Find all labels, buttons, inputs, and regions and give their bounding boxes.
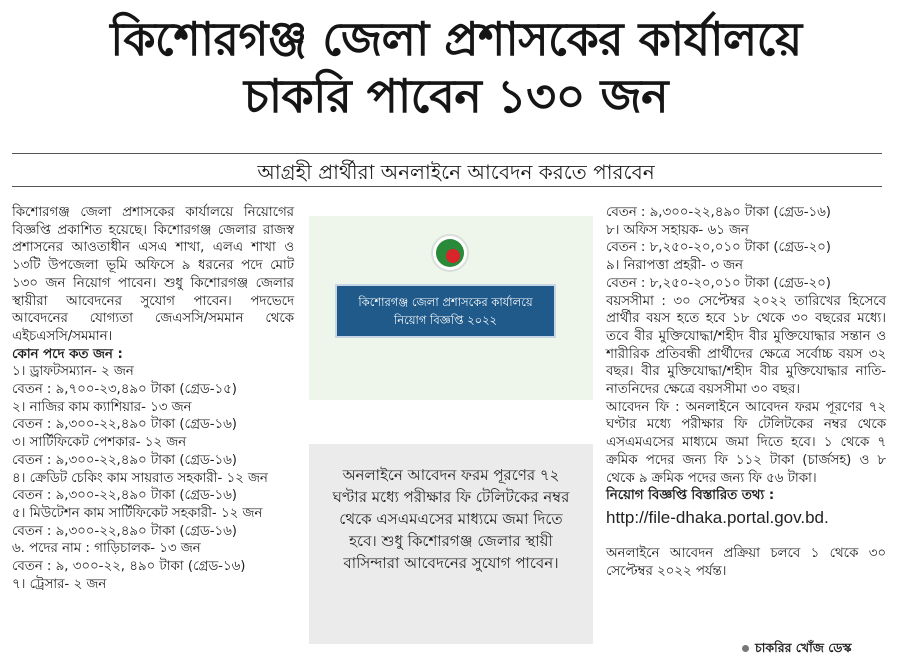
post-line: ২। নাজির কাম ক্যাশিয়ার- ১৩ জন: [12, 399, 192, 415]
salary-line: বেতন : ৮,২৫০-২০,০১০ টাকা (গ্রেড-২০): [606, 240, 831, 256]
notice-image: [309, 216, 593, 400]
right-column: [606, 204, 886, 580]
headline-line-2: চাকরি পাবেন ১৩০ জন: [243, 69, 669, 123]
post-line: ৪। ক্রেডিট চেকিং কাম সায়রাত সহকারী- ১২ জন: [12, 470, 268, 486]
banner-line-1: কিশোরগঞ্জ জেলা প্রশাসকের কার্যালয়ে: [358, 295, 533, 309]
post-line: ৩। সার্টিফিকেট পেশকার- ১২ জন: [12, 435, 187, 451]
salary-line: বেতন : ৯,৩০০-২২,৪৯০ টাকা (গ্রেড-১৬): [12, 417, 237, 433]
post-line: ৯। নিরাপত্তা প্রহরী- ৩ জন: [606, 258, 743, 274]
post-line: ৭। ট্রেসার- ২ জন: [12, 576, 107, 592]
callout-box: [309, 444, 593, 644]
salary-line: বেতন : ৯,৩০০-২২,৪৯০ টাকা (গ্রেড-১৬): [12, 452, 237, 468]
details-label: নিয়োগ বিজ্ঞপ্তি বিস্তারিত তথ্য :: [606, 488, 775, 504]
age-limit: বয়সসীমা : ৩০ সেপ্টেম্বর ২০২২ তারিখের হিসেবে প্রার্থীর বয়স হতে হবে ১৮ থেকে ৩০ বছরের মধ্যে। তবে বীর মুক্তিযোদ্ধা/শহীদ বীর মুক্তিযোদ্ধার সন্তান ও শারীরিক প্রতিবন্ধী প্রার্থীদের ক্ষেত্রে সর্বোচ্চ বয়স ৩২ বছর। বীর মুক্তিযোদ্ধা/শহীদ বীর মুক্তিযোদ্ধার নাতি-নাতনিদের ক্ষেত্রে বয়সসীমা ৩০ বছর।: [606, 293, 886, 398]
post-line: ৫। মিউটেশন কাম সার্টিফিকেট সহকারী- ১২ জন: [12, 505, 263, 521]
divider-bottom: [12, 186, 882, 187]
process-note: অনলাইনে আবেদন প্রক্রিয়া চলবে ১ থেকে ৩০ সেপ্টেম্বর ২০২২ পর্যন্ত।: [606, 545, 886, 579]
intro-paragraph: কিশোরগঞ্জ জেলা প্রশাসকের কার্যালয়ে নিয়োগের বিজ্ঞপ্তি প্রকাশিত হয়েছে। কিশোরগঞ্জ জেলার রাজস্ব প্রশাসনের আওতাধীন এসএ শাখা, এলএ শাখা ও ১৩টি উপজেলা ভূমি অফিসে ৯ ধরনের পদে মোট ১৩০ জন নিয়োগ পাবেন। শুধু কিশোরগঞ্জ জেলার স্থায়ীরা আবেদনের সুযোগ পাবেন। পদভেদে আবেদনের যোগ্যতা জেএসসি/সমমান থেকে এইচএসসি/সমমান।: [12, 205, 294, 344]
subheadline: আগ্রহী প্রার্থীরা অনলাইনে আবেদন করতে পারবেন: [257, 160, 655, 184]
salary-line: বেতন : ৯,৭০০-২৩,৪৯০ টাকা (গ্রেড-১৫): [12, 382, 237, 398]
bullet-icon: [742, 645, 749, 652]
notice-banner: [335, 284, 556, 338]
post-line: ৬. পদের নাম : গাড়িচালক- ১৩ জন: [12, 541, 201, 557]
government-seal-icon: [431, 234, 469, 272]
headline-line-1: কিশোরগঞ্জ জেলা প্রশাসকের কার্যালয়ে: [110, 12, 802, 66]
byline: [742, 640, 852, 660]
left-column: [12, 204, 294, 593]
callout-text: অনলাইনে আবেদন ফরম পূরণের ৭২ ঘণ্টার মধ্যে পরীক্ষার ফি টেলিটকের নম্বর থেকে এসএমএসের মাধ্যমে জমা দিতে হবে। শুধু কিশোরগঞ্জ জেলার স্থায়ী বাসিন্দারা আবেদনের সুযোগ পাবেন।: [332, 466, 570, 572]
headline: [0, 10, 912, 124]
salary-line: বেতন : ৯,৩০০-২২,৪৯০ টাকা (গ্রেড-১৬): [12, 488, 237, 504]
details-link[interactable]: http://file-dhaka.portal.gov.bd.: [606, 507, 829, 527]
post-line: ৮। অফিস সহায়ক- ৬১ জন: [606, 222, 749, 238]
banner-line-2: নিয়োগ বিজ্ঞপ্তি ২০২২: [393, 313, 498, 327]
salary-line: বেতন : ৮,২৫০-২০,০১০ টাকা (গ্রেড-২০): [606, 275, 831, 291]
salary-line: বেতন : ৯, ৩০০-২২, ৪৯০ টাকা (গ্রেড-১৬): [12, 559, 246, 575]
byline-text: চাকরির খোঁজ ডেস্ক: [755, 640, 852, 655]
divider-top: [12, 153, 882, 154]
application-fee: আবেদন ফি : অনলাইনে আবেদন ফরম পূরণের ৭২ ঘণ্টার মধ্যে পরীক্ষার ফি টেলিটকের নম্বর থেকে এসএমএসের মাধ্যমে জমা দিতে হবে। ১ থেকে ৭ ক্রমিক পদের জন্য ফি ১১২ টাকা (চার্জসহ) ও ৮ থেকে ৯ ক্রমিক পদের জন্য ফি ৫৬ টাকা।: [606, 399, 886, 486]
salary-line: বেতন : ৯,৩০০-২২,৪৯০ টাকা (গ্রেড-১৬): [12, 523, 237, 539]
post-line: ১। ড্রাফটসম্যান- ২ জন: [12, 364, 134, 380]
section-title: কোন পদে কত জন :: [12, 346, 123, 362]
salary-line: বেতন : ৯,৩০০-২২,৪৯০ টাকা (গ্রেড-১৬): [606, 205, 831, 220]
